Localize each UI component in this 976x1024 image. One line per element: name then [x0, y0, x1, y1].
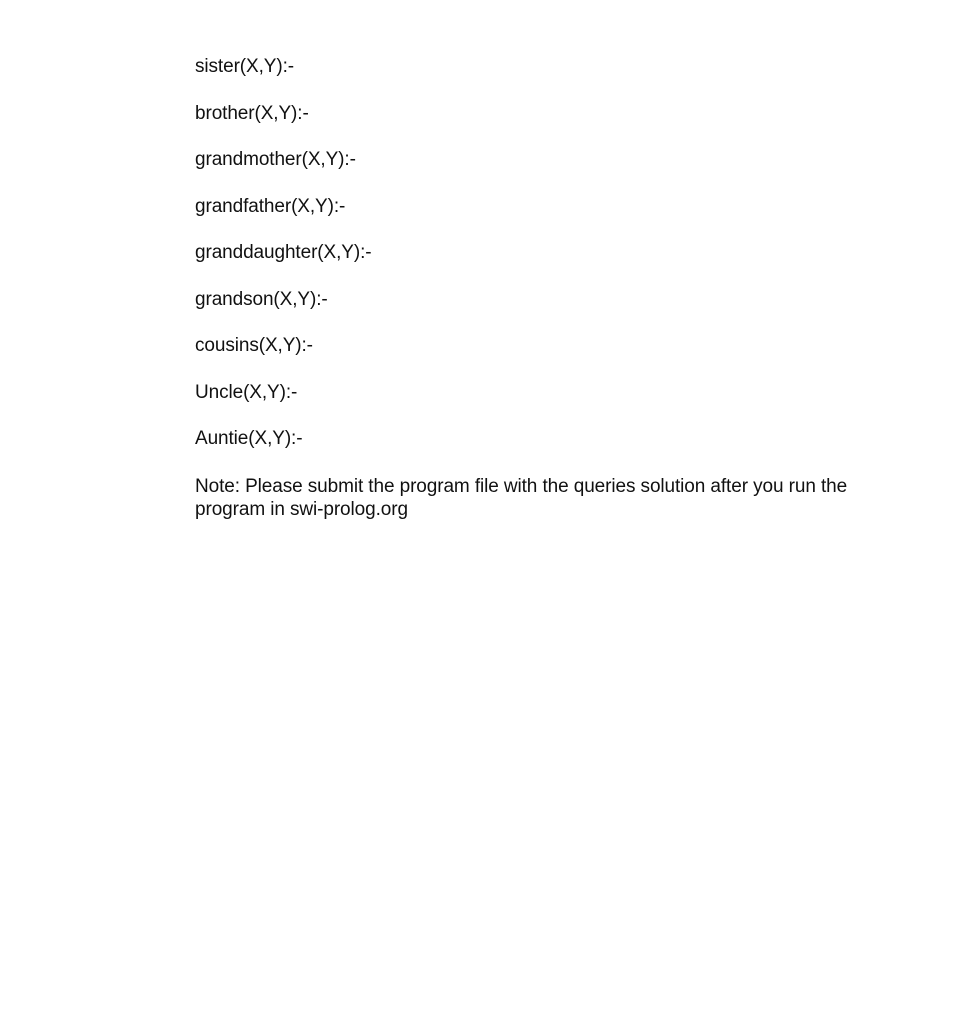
rule-cousins: cousins(X,Y):- — [195, 335, 313, 356]
rule-granddaughter: granddaughter(X,Y):- — [195, 242, 372, 263]
rule-grandson: grandson(X,Y):- — [195, 288, 328, 310]
rule-grandmother: grandmother(X,Y):- — [195, 149, 356, 170]
rule-brother: brother(X,Y):- — [195, 102, 309, 124]
rule-uncle: Uncle(X,Y):- — [195, 381, 298, 403]
rule-auntie: Auntie(X,Y):- — [195, 428, 303, 449]
rule-sister: sister(X,Y):- — [195, 56, 294, 77]
document-body — [195, 56, 855, 521]
submission-note: Note: Please submit the program file with the queries solution after you run the program in swi-prolog.org — [195, 475, 848, 520]
rule-grandfather: grandfather(X,Y):- — [195, 195, 346, 217]
